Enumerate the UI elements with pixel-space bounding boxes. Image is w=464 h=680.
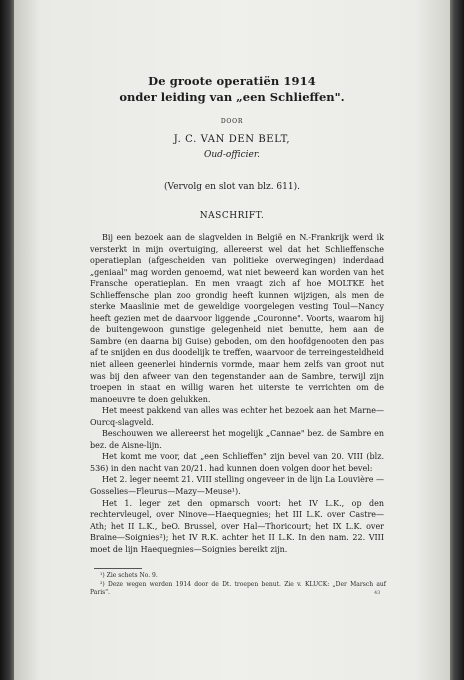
body-paragraph: Het 1. leger zet den opmarsch voort: het IV L.K., op den rechtervleugel, over Ninove—Haequegnies; het III L.K. over Castre—Ath; het II L.K., beO. Brussel, over Hal—Thoricourt; het IX L.K. over Braine—Soignies²); het IV R.K. achter het II L.K. In den nam. 22. VIII moet de lijn Haequegnies—Soignies bereikt zijn. (90, 498, 384, 554)
scan-edge-right (450, 0, 464, 680)
footnote-divider (94, 568, 142, 569)
body-paragraph: Het komt me voor, dat „een Schlieffen" zijn bevel van 20. VIII (blz. 536) in den nacht van 20/21. had kunnen doen volgen door het bevel: (90, 452, 384, 473)
article-body (90, 232, 384, 555)
footnotes (90, 572, 386, 598)
author-role: Oud-officier. (203, 150, 261, 160)
footnote: ¹) Zie schets No. 9. (100, 572, 158, 579)
page-number: 43 (374, 590, 381, 596)
article-title-line-1: De groote operatiën 1914 (148, 74, 316, 88)
body-paragraph: Bij een bezoek aan de slagvelden in België en N.-Frankrijk werd ik versterkt in mijn overtuiging, allereerst wel dat het Schlieffensche operatieplan (afgescheiden van politieke overwegingen) inderdaad „geniaal" mag worden genoemd, wat niet beweerd kan worden van het Fransche operatieplan. En men vraagt zich af hoe MOLTKE het Schlieffensche plan zoo grondig heeft kunnen wijzigen, als men de sterke Maaslinie met de geweldige voorgelegen vesting Toul—Nancy heeft gezien met de daarvoor liggende „Couronne". Voorts, waarom hij de buitengewoon gunstige gelegenheid niet benutte, hem aan de Sambre (en daarna bij Guise) geboden, om den hoofdgenooten den pas af te snijden en dus doodelijk te treffen, waarvoor de terreingesteldheid niet alleen geenerlei hindernis vormde, maar hem zelfs van groot nut was bij den afweer van den tegenstander aan de Sambre, terwijl zijn troepen in staat en willig waren het uiterste te verrichten om de manoeuvre te doen gelukken. (90, 233, 384, 404)
scan-edge-left (0, 0, 14, 680)
body-paragraph: Het meest pakkend van alles was echter het bezoek aan het Marne—Ourcq-slagveld. (90, 406, 384, 427)
section-heading: NASCHRIFT. (199, 211, 265, 221)
continuation-note: (Vervolg en slot van blz. 611). (164, 182, 300, 192)
footnote: ²) Deze wegen werden 1914 door de Dt. troepen benut. Zie v. KLUCK: „Der Marsch auf Paris". (90, 580, 386, 597)
byline-label: DOOR (220, 118, 244, 125)
author-name: J. C. VAN DEN BELT, (173, 134, 291, 145)
body-paragraph: Het 2. leger neemt 21. VIII stelling ongeveer in de lijn La Louvière —Gosselies—Fleurus—Mazy—Meuse¹). (90, 475, 384, 497)
body-paragraph: Beschouwen we allereerst het mogelijk „Cannae" bez. de Sambre en bez. de Aisne-lijn. (90, 429, 384, 450)
article-title-line-2: onder leiding van „een Schlieffen". (119, 90, 345, 104)
book-page (14, 0, 450, 680)
